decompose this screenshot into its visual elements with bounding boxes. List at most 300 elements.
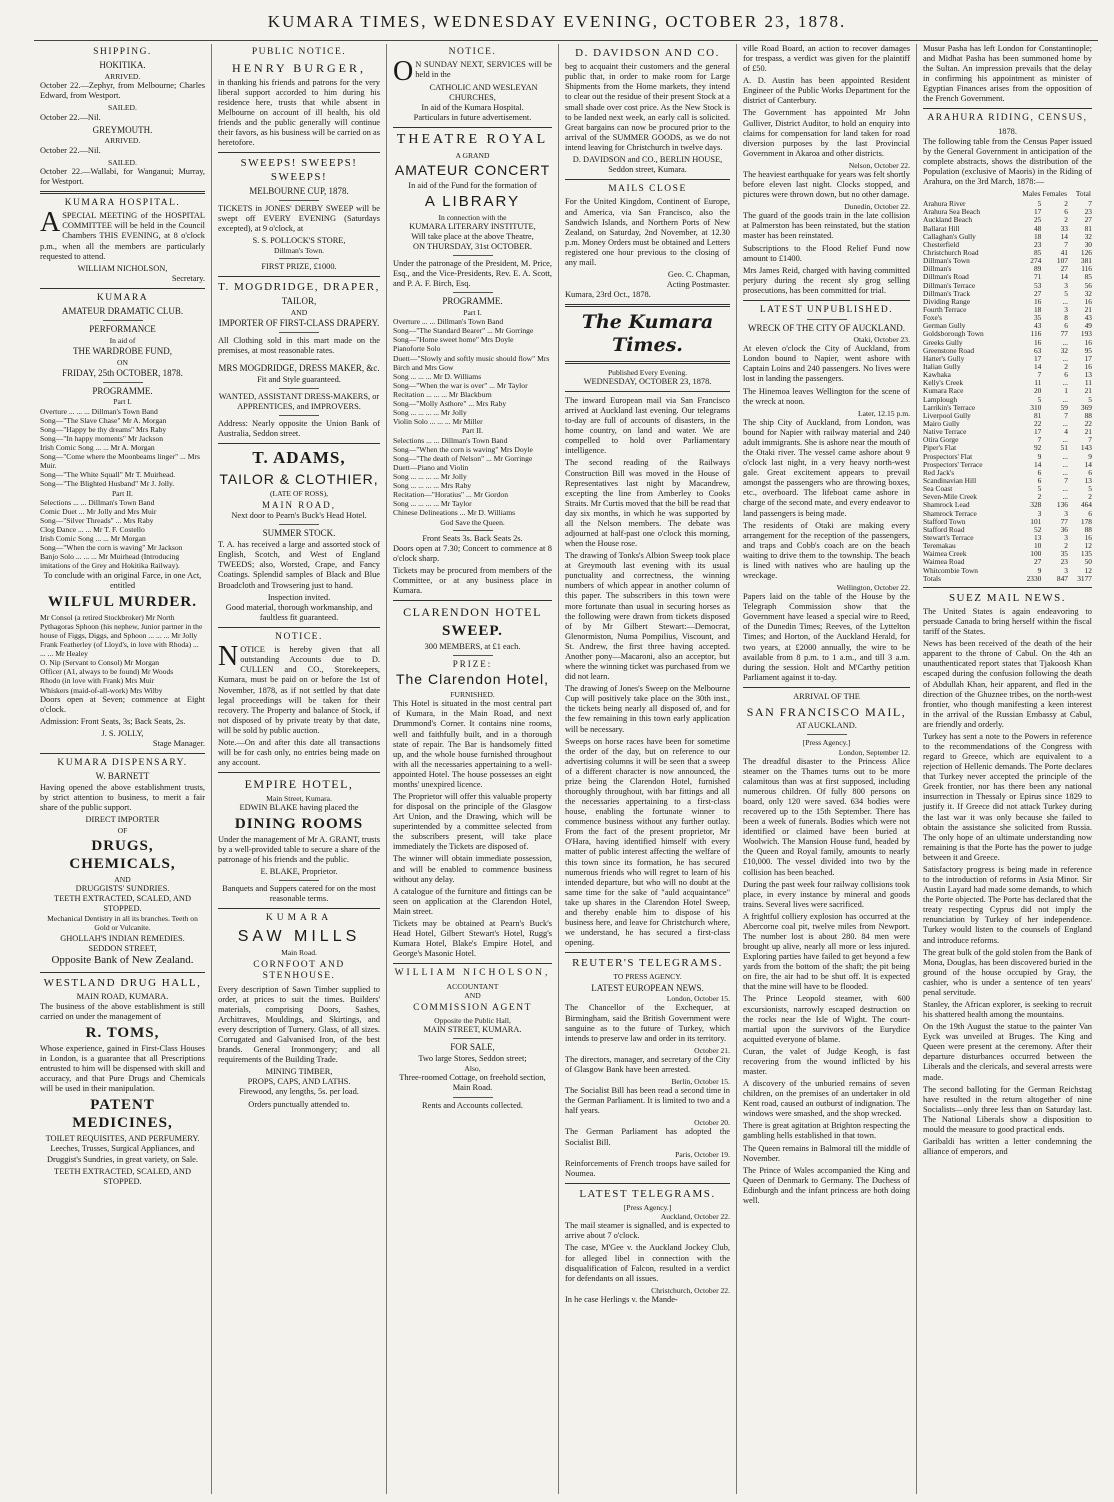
programme-item: Comic Duet ... Mr Jolly and Mrs Muir [40, 506, 157, 516]
newspaper-title: KUMARA TIMES, WEDNESDAY EVENING, OCTOBER 23, 1878. [267, 12, 847, 31]
mails-heading: MAILS CLOSE [608, 184, 687, 195]
count-cell: 6 [1064, 321, 1068, 331]
count-cell: 16 [1084, 296, 1092, 306]
count-cell: 14 [1060, 272, 1068, 282]
telegram: A. D. Austin has been appointed Resident Engineer of the Public Works Department for the district of Canterbury. [743, 76, 910, 106]
props-label: PROPS, CAPS, AND LATHS. [247, 1077, 351, 1087]
wreck-report: Papers laid on the table of the House by the Telegraph Commission show that the Government have leased a special wire to Reed, of the Dunedin Times; Reeves, of the Lyttelton Times; and Horton, of the Auckland Herald, for two years, at £2000 annually, the wire to be available from 8 p.m. to 1 a.m., and till 3 a.m. during the session. Holt and M'Carthy petition Parliament against it to-day. [743, 592, 910, 682]
count-cell: 6 [1088, 508, 1092, 518]
of-label: OF [117, 825, 128, 835]
shipping-heading: SHIPPING. [93, 47, 152, 57]
a-grand-label: A GRAND [455, 150, 490, 160]
telegram: The directors, manager, and secretary of the City of Glasgow Bank have been arrested. [565, 1054, 730, 1074]
services-notice: ON SUNDAY NEXT, SERVICES will be held in the [393, 56, 552, 88]
count-cell: 2 [1088, 492, 1092, 502]
count-cell: 27 [1060, 264, 1068, 274]
inspection-label: Inspection invited. [267, 592, 331, 602]
count-cell: 16 [1084, 532, 1092, 542]
dillman-town: Dillman's Town. [273, 245, 325, 255]
telegram: In he case Herlings v. the Mande- [565, 1294, 678, 1304]
programme-item: Recitation—"Horatius" ... Mr Gordon [393, 490, 509, 500]
count-cell: 51 [1060, 443, 1068, 453]
count-cell: 33 [1060, 223, 1068, 233]
count-cell: 17 [1033, 207, 1042, 217]
programme-item: Selections ... ... Dillman's Town Band [393, 435, 508, 445]
count-cell: 126 [1080, 248, 1092, 258]
adams-trade: TAILOR & CLOTHIER, [219, 470, 379, 487]
agent-label: COMMISSION AGENT [413, 1002, 532, 1013]
editorial-paragraph: The second reading of the Railways Construction Bill was moved in the House of Representatives last night by Macandrew, excepting the line from Amberley to Cooks Straits. Mr Curtis moved that the bill be read that day six months, in which he was supported by all the Nelson members. The debate was adjourned at half-past one o'clock this morning, when the House rose. [565, 458, 730, 549]
total-header: Total [1075, 189, 1091, 199]
divider [923, 108, 1092, 109]
concert-date: ON THURSDAY, 31st OCTOBER. [412, 241, 533, 251]
short-rule [279, 388, 319, 389]
locality-cell: Liverpool Gully [923, 410, 971, 420]
burger-body: in thanking his friends and patrons for the very liberal support accorded to him during his residence here, trusts that while absent in Melbourne on account of ill health, his old friends and the public generally will continue their favors, as his business will be carried on as heretofore. [218, 77, 380, 148]
count-cell: 17 [1033, 427, 1042, 437]
count-cell: 310 [1030, 402, 1042, 412]
locality-cell: Italian Gully [923, 362, 961, 372]
teeth-label-2: TEETH EXTRACTED, SCALED, AND STOPPED. [53, 1166, 191, 1186]
count-cell: 7 [1064, 239, 1068, 249]
count-cell: 6 [1064, 370, 1068, 380]
club-name: AMATEUR DRAMATIC CLUB. [61, 306, 184, 317]
accountant-label: ACCOUNTANT [446, 981, 499, 991]
count-cell: 3 [1064, 508, 1068, 518]
count-cell: 7 [1037, 370, 1042, 380]
drug-hall-body: The business of the above establishment is still carried on under the management of [40, 1001, 205, 1021]
count-cell: 7 [1088, 199, 1092, 209]
locality-cell: Foxe's [923, 313, 942, 323]
tickets-info: Tickets may be procured from members of the Committee, or at any business place in Kumara. [393, 565, 552, 596]
hospital-aid: In aid of the Kumara Hospital. [421, 102, 524, 112]
mail-news: The Prince of Wales accompanied the King and Queen of Denmark to Germany. The Duchess of Edinburgh and the infant princess are both doing well. [743, 1165, 910, 1205]
programme-item: Song—"The Standard Bearer" ... Mr Gorringe [393, 326, 534, 336]
programme-heading: PROGRAMME. [92, 385, 153, 396]
census-intro: The following table from the Census Paper issued by the General Government in anticipation of the complete abstracts, shows the distribution of the Population (exclusive of Maoris) in the Riding of Arahura, on the 3rd March, 1878:— [923, 136, 1092, 187]
telegram: The Chancellor of the Exchequer, at Birmingham, said the British Government were sanguine as to the future of Turkey, which intends to preserve law and order in its territory. [565, 1003, 730, 1043]
divider [565, 361, 730, 364]
fund-label: THE WARDROBE FUND, [72, 345, 173, 356]
count-cell: 27 [1084, 215, 1092, 225]
seddon-street-label: SEDDON STREET, [88, 944, 157, 954]
dining-rooms-heading: DINING ROOMS [234, 815, 364, 832]
prize-label: PRIZE: [452, 658, 493, 669]
programme-item: Chinese Delineations ... Mr D. Williams [393, 508, 516, 518]
locality-cell: Ballarat Hill [923, 223, 960, 233]
short-rule [279, 332, 319, 333]
count-cell: ... [1062, 467, 1068, 477]
locality-cell: Shamrock Terrace [923, 508, 977, 518]
locality-cell: Waimea Road [923, 557, 965, 567]
wreck-heading: WRECK OF THE CITY OF AUCKLAND. [747, 323, 905, 334]
count-cell: 3 [1064, 305, 1068, 315]
opposite-bank-label: Opposite Bank of New Zealand. [51, 954, 194, 967]
locality-cell: German Gully [923, 321, 966, 331]
count-cell: 7 [1037, 435, 1042, 445]
mails-date: Kumara, 23rd Oct., 1878. [565, 290, 651, 300]
count-cell: 14 [1033, 362, 1042, 372]
cash-note: Note.—On and after this date all transactions will be for cash only, no entries being made on any account. [218, 737, 380, 768]
short-rule [279, 359, 319, 360]
short-rule [453, 292, 493, 293]
mail-news: The Prince Leopold steamer, with 600 excursionists, narrowly escaped destruction on the rocks near the Isle of Wight. The court-martial upon the survivors of the Eurydice acquitted everyone of blame. [743, 994, 910, 1044]
column-3 [386, 44, 558, 1494]
performance-date: FRIDAY, 25th OCTOBER, 1878. [62, 367, 183, 378]
count-cell: 35 [1060, 549, 1068, 559]
hokitika-heading: HOKITIKA. [99, 60, 146, 71]
locality-cell: Native Terrace [923, 427, 967, 437]
divider [40, 753, 205, 754]
programme-item: Recitation ... ... ... Mr Blackburn [393, 390, 492, 399]
count-cell: 21 [1084, 305, 1092, 315]
locality-cell: Dillman's [923, 264, 952, 274]
late-of-ross: (LATE OF ROSS), [269, 489, 328, 499]
count-cell: 5 [1064, 288, 1068, 298]
count-cell: ... [1062, 378, 1068, 388]
count-cell: 11 [1034, 378, 1042, 388]
short-rule [103, 382, 143, 383]
count-cell: ... [1062, 435, 1068, 445]
short-rule [453, 1038, 493, 1039]
toilet-label: TOILET REQUISITES, AND PERFUMERY. [45, 1134, 200, 1144]
programme-item: Song—"Silver Threads" ... Mrs Raby [40, 515, 154, 525]
count-cell: 5 [1088, 484, 1092, 494]
sailed-label: SAILED. [108, 157, 137, 167]
burger-name: HENRY BURGER, [232, 61, 366, 76]
count-cell: 328 [1030, 500, 1042, 510]
count-cell: 77 [1060, 329, 1068, 339]
mail-news: A discovery of the unburied remains of seven children, on the premises of an undertaker in old Kent road, caused an outburst of indignation. The windows were smashed, and the shop wrecked. [743, 1079, 910, 1119]
divider [218, 627, 380, 628]
count-cell: 5 [1037, 199, 1042, 209]
programme-item: Selections ... ... Dillman's Town Band [40, 497, 155, 507]
news-paragraph: Musur Pasha has left London for Constantinople; and Midhat Pasha has been summoned home by the Sultan. An impression prevails that the delay in confirming his appointment as minister of Egyptian Finances arises from the opposition of the French Government. [923, 44, 1092, 104]
count-cell: 2 [1037, 492, 1042, 502]
count-cell: 2 [1064, 215, 1068, 225]
count-cell: 22 [1084, 419, 1092, 428]
davidson-body: beg to acquaint their customers and the general public that, in order to make room for Large Shipments from the Home markets, they intend to clear out the residue of their present Stock at a small shade over cost price. As the New Stock is to be landed next week, an early call is solicited. Great bargains can now be procured prior to the arrival of the SUMMER GOODS, as we do not intend leaving for Christchurch in twelve days. [565, 62, 730, 152]
count-cell: 3 [1037, 508, 1042, 518]
locality-cell: Prospectors' Flat [923, 451, 973, 461]
count-cell: 35 [1033, 313, 1042, 323]
locality-cell: Larrikin's Terrace [923, 402, 976, 412]
count-cell: ... [1062, 419, 1068, 428]
hokitika-sailed: October 22.—Nil. [40, 112, 101, 122]
mail-news: Curan, the valet of Judge Keogh, is fast recovering from the wound inflicted by his master. [743, 1046, 910, 1076]
count-cell: 136 [1056, 500, 1068, 510]
short-rule [279, 524, 319, 525]
divider [743, 300, 910, 301]
programme-item: Song—"The Slave Chase" Mr A. Morgan [40, 415, 167, 425]
count-cell: ... [1062, 484, 1068, 494]
suez-news: The second balloting for the German Reichstag have resulted in the return altogether of nine Socialists—only three less than on Saturday last. The National Liberals show a disposition to mould the measure to good practical ends. [923, 1084, 1092, 1134]
count-cell: 464 [1080, 500, 1092, 510]
cast-item: O. Nip (Servant to Consol) Mr Morgan [40, 658, 160, 668]
divider [393, 963, 552, 964]
performance-label: PERFORMANCE [89, 324, 156, 335]
suez-heading: SUEZ MAIL NEWS. [948, 591, 1067, 604]
programme-item: Song—"Happy be thy dreams" Mrs Raby [40, 424, 167, 434]
suez-news: News has been received of the death of the heir apparent to the throne of Cabul. On the 4th an unauthenticated report states that Tjakoosh Khan escaped during the confusion following the death of Abdullah Khan, heir apparent, and fled in the direction of the Ghuznee tribes, on the north-west frontier, who though manifesting a keen interest in the arrival of the Russian Embassy at Cabul, are friendly and orderly. [923, 639, 1092, 729]
count-cell: 9 [1037, 565, 1042, 575]
count-cell: 13 [1084, 370, 1092, 380]
count-cell: 135 [1080, 549, 1092, 559]
wanted-notice: WANTED, ASSISTANT DRESS-MAKERS, or APPRENTICES, and IMPROVERS. [218, 391, 380, 411]
programme-item: Song—"Home sweet home" Mrs Doyle [393, 335, 514, 345]
god-save-queen: God Save the Queen. [440, 517, 505, 527]
count-cell: 32 [1060, 345, 1068, 355]
paper-nameplate: The Kumara Times. [581, 311, 714, 357]
dateline: London, October 15. [666, 994, 730, 1004]
locality-cell: Fourth Terrace [923, 305, 967, 315]
count-cell: ... [1062, 459, 1068, 469]
count-cell: 381 [1080, 256, 1092, 266]
telegram: The German Parliament has adopted the Socialist Bill. [565, 1127, 730, 1147]
count-cell: 143 [1080, 443, 1092, 453]
mail-news: A frightful colliery explosion has occurred at the Abercorne coal pit, twelve miles from Newport. The number lost is about 280. 84 men were brought up alive, nearly all more or less injured. Exploring parties have failed to get beyond a few yards from the bottom of the shaft; the pit being on fire, the air had to be shut off. It is expected that the mine will have to be flooded. [743, 911, 910, 992]
doors-info: Doors open at Seven; commence at Eight o'clock. [40, 694, 205, 714]
programme-item: Duett—"Slowly and softly music should flow" Mrs Birch and Mrs Gow [393, 353, 550, 372]
count-cell: 43 [1033, 321, 1042, 331]
dateline: Later, 12.15 p.m. [858, 408, 910, 418]
count-cell: 20 [1033, 386, 1042, 396]
count-cell: 21 [1084, 427, 1092, 437]
hospital-signature: WILLIAM NICHOLSON, [77, 263, 168, 273]
blake-signature: E. BLAKE, Proprietor. [260, 866, 338, 876]
totals-label: Totals [923, 573, 941, 583]
divider [565, 304, 730, 307]
pointing-hand-icon [218, 593, 380, 603]
cast-item: Mr Consol (a retired Stockbroker) Mr North [40, 612, 175, 622]
tailor-label: TAILOR, [281, 296, 317, 307]
hospital-title: Secretary. [171, 273, 205, 283]
count-cell: 3 [1064, 280, 1068, 290]
on-label: ON [117, 357, 128, 367]
count-cell: 56 [1084, 280, 1092, 290]
count-cell: 18 [1033, 231, 1042, 241]
public-notice-heading: PUBLIC NOTICE. [251, 47, 347, 57]
count-cell: 13 [1033, 532, 1042, 542]
locality-cell: Dividing Range [923, 296, 971, 306]
dateline: Wellington, October 22. [836, 583, 910, 593]
hotel-name: The Clarendon Hotel, [395, 671, 550, 688]
unpublished-heading: LATEST UNPUBLISHED. [759, 304, 894, 315]
divider [218, 276, 380, 277]
count-cell: ... [1062, 394, 1068, 404]
drug-hall-heading: WESTLAND DRUG HALL, [43, 976, 202, 989]
locality-cell: Seven-Mile Creek [923, 492, 977, 502]
column-5 [736, 44, 916, 1494]
arrival-label: ARRIVAL OF THE [793, 691, 860, 701]
mail-news: During the past week four railway collisions took place, in every instance by mineral and goods trains. Several lives were sacrificed. [743, 879, 910, 909]
count-cell: 21 [1084, 386, 1092, 396]
programme-item: Banjo Solo ... ... ... Mr Muirhead (Introducing imitations of the Grey and Hokitika Railway). [40, 552, 180, 571]
divider [393, 127, 552, 128]
cast-item: Pythagoras Sphoon (his nephew, Junior partner in the house of Figgs, Diggs, and Sphoon ... ... ... Mr Jolly [40, 621, 203, 640]
count-cell: 116 [1081, 264, 1092, 274]
notice-heading: NOTICE. [275, 631, 323, 642]
divider [393, 600, 552, 601]
members-info: 300 MEMBERS, at £1 each. [424, 641, 521, 651]
adams-name: T. ADAMS, [252, 448, 346, 468]
cottage-info: Three-roomed Cottage, on freehold section, Main Road. [399, 1073, 546, 1093]
locality-cell: Kelly's Creek [923, 378, 964, 388]
dateline: October 20. [694, 1118, 730, 1128]
count-cell: 5 [1037, 484, 1042, 494]
dining-body: Under the management of Mr A. GRANT, trusts by a well-provided table to secure a share of the patronage of his friends and the public. [218, 834, 380, 864]
mail-news: There is great agitation at Brighton respecting the gambling hells established in that town. [743, 1121, 910, 1141]
dateline: Auckland, October 22. [660, 1212, 730, 1222]
telegram: Reinforcements of French troops have sailed for Noumea. [565, 1158, 730, 1178]
library-heading: A LIBRARY [424, 192, 521, 210]
sailed-label: SAILED. [108, 103, 137, 113]
count-cell: 92 [1033, 443, 1042, 453]
drug-hall-address: MAIN ROAD, KUMARA. [76, 991, 169, 1001]
programme-item: Song—"Molly Asthore" ... Mrs Raby [393, 399, 507, 409]
address-info: Address: Nearly opposite the Union Bank of Australia, Seddon street. [218, 419, 380, 439]
programme-item: Overture ... ... ... Dillman's Town Band [40, 406, 158, 416]
firewood-info: Firewood, any lengths, 5s. per load. [239, 1087, 359, 1097]
census-heading: ARAHURA RIDING, CENSUS, [927, 113, 1088, 124]
greymouth-arrived: October 22.—Nil. [40, 145, 101, 155]
locality-cell: Callaghan's Gully [923, 231, 976, 241]
count-cell: 25 [1033, 215, 1042, 225]
summer-stock-heading: SUMMER STOCK. [262, 528, 336, 539]
clarendon-heading: CLARENDON HOTEL [403, 605, 542, 620]
european-news-heading: LATEST EUROPEAN NEWS. [591, 982, 704, 993]
programme-item: Song ... ... ... ... Mr Taylor [393, 499, 472, 509]
count-cell: 8 [1064, 313, 1068, 323]
press-agency-label: TO PRESS AGENCY. [613, 972, 682, 982]
count-cell: 13 [1084, 475, 1092, 485]
count-cell: 4 [1064, 427, 1068, 437]
count-cell: 12 [1084, 565, 1092, 575]
dateline: Paris, October 19. [675, 1149, 730, 1159]
mail-news: The dreadful disaster to the Princess Alice steamer on the Thames turns out to be more calamitous than was at first supposed, including numerous children. Of fully 800 persons on board, only 120 were saved. 634 bodies were recovered up to the 15th September. There has been a week of funerals. Bodies which were not identified or claimed have been buried at Woolwich. The Mansion House fund, headed by the Queen and Royal family, amounts to nearly £10,000. The vessel divided into two by the collision has been beached. [743, 756, 910, 877]
count-cell: 95 [1084, 345, 1092, 355]
count-cell: 6 [1037, 475, 1042, 485]
short-rule [453, 655, 493, 656]
programme-item: Song—"When the corn is waving" Mr Jackson [40, 543, 183, 553]
programme-item: Song—"In happy moments" Mr Jackson [40, 433, 164, 443]
locality-cell: Stafford Road [923, 524, 965, 534]
divider [218, 772, 380, 773]
catalogue-info: A catalogue of the furniture and fittings can be seen on application at the Clarendon Hotel, Main street. [393, 886, 552, 916]
suez-news: Stanley, the African explorer, is seeking to recruit his shattered health among the mountains. [923, 999, 1092, 1020]
count-cell: 22 [1033, 419, 1042, 428]
divider [923, 587, 1092, 588]
telegram: The heaviest earthquake for years was felt shortly before eleven last night. Clocks stopped, and pictures were thrown down, but no other damage. [743, 169, 910, 200]
next-door-info: Next door to Pearn's Buck's Head Hotel. [231, 511, 367, 521]
census-table-foot [923, 575, 1092, 583]
editorial-paragraph: The drawing of Tonks's Albion Sweep took place at Greymouth last evening with its usual punctuality and correctness, the winning numbers of which appear in another column of this paper. The subscribers in this town were more fortunate than usual in securing horses as the following were drawn from tickets disposed of by Mr Gilbert Stewart:—Democrat, Glenormiston, Numa Pompilius, Viscount, and St. Andrew, the first three having accepted. Another pony—Macaroni, also an acceptor, but where the winning ticket was purchased from we did not learn. [565, 551, 730, 682]
dateline: Christchurch, October 22. [651, 1285, 730, 1295]
stores-info: Two large Stores, Seddon street; [418, 1054, 527, 1064]
dateline: Dunedin, October 22. [844, 202, 910, 212]
programme-item: Song ... ... ... ... Mr Jolly [393, 471, 467, 481]
census-table-body [923, 200, 1092, 574]
divider [40, 191, 205, 194]
short-rule [279, 415, 319, 416]
count-cell: 89 [1033, 264, 1042, 274]
kumara-label: KUMARA [265, 913, 333, 924]
locality-cell: Greenstone Road [923, 345, 975, 355]
divider [743, 687, 910, 688]
toms-body: Whose experience, gained in First-Class Houses in London, is a guarantee that all Prescriptions entrusted to him will be dispensed with skill and accuracy, and that Pure Drugs and Chemicals will be used in their manipulation. [40, 1043, 205, 1094]
davidson-signature: D. DAVIDSON and CO., BERLIN HOUSE, Seddon street, Kumara. [572, 154, 723, 174]
programme-item: Song—"Come where the Moonbeams linger" ... Mrs Muir. [40, 452, 200, 471]
divider [218, 908, 380, 909]
locality-cell: Kumara Race [923, 386, 964, 396]
locality-cell: Teremakau [923, 541, 956, 551]
wreck-report: At eleven o'clock the City of Auckland, from London bound to Napier, went ashore with Captain Loins and 240 passengers. No lives were lost in landing the passengers. [743, 344, 910, 384]
sundries-label: DRUGGISTS' SUNDRIES. [75, 883, 170, 893]
locality-cell: Prospectors' Terrace [923, 459, 983, 469]
count-cell: 6 [1088, 467, 1092, 477]
count-cell: 18 [1033, 305, 1042, 315]
programme-item: Song—"When the war is over" ... Mr Taylor [393, 380, 528, 390]
dateline: London, September 12. [838, 747, 910, 757]
importer-label: IMPORTER OF FIRST-CLASS DRAPERY. [218, 318, 380, 329]
dispensary-heading: KUMARA DISPENSARY. [57, 758, 188, 769]
males-header: Males [1022, 189, 1041, 199]
editorial-paragraph: Sweeps on horse races have been for sometime the order of the day, but on reference to our advertising columns it will be seen that a sweep of a different character is now announced, the prize being the Clarendon Hotel, furnished thoroughly throughout, with bar fittings and all the necessaries appertaining to a first-class house, enabling the fortunate winner to commence business without any further outlay. From the fact of the present proprietor, Mr O'Hara, having identified himself with every matter of public interest affecting the welfare of this town since its formation, he has secured numerous friends who will regret to learn of his intended departure, but who will no doubt at the same time for the sake of "auld acquaintance" take up shares in the Clarendon Hotel Sweep, and thereby enable him to dispose of his business here, and leave for Christchurch where, we understand, he has secured a first-class opening. [565, 736, 730, 948]
count-cell: 14 [1084, 459, 1092, 469]
locality-cell: Dillman's Track [923, 288, 971, 298]
count-cell: 16 [1084, 337, 1092, 347]
short-rule [453, 530, 493, 531]
toms-name: R. TOMS, [85, 1024, 160, 1041]
for-sale-heading: FOR SALE, [450, 1042, 495, 1053]
count-cell: 81 [1033, 410, 1042, 420]
count-cell: 16 [1084, 362, 1092, 372]
main-street-label: MAIN STREET, KUMARA. [423, 1025, 522, 1035]
telegram: The case, M'Gee v. the Auckland Jockey Club, for alleged libel in connection with the disqualification of Falcon, resulted in a verdict for defendants on all issues. [565, 1243, 730, 1283]
cast-item: Rhodo (in love with Frank) Mrs Muir [40, 676, 155, 686]
also-label: Also, [464, 1064, 481, 1074]
count-cell: 5 [1088, 394, 1092, 404]
divider [218, 152, 380, 153]
cast-item: Frank Featherley (of Lloyd's, in love with Rhoda) ... ... ... Mr Healey [40, 639, 199, 659]
count-cell: 71 [1033, 272, 1042, 282]
locality-cell: Goldsborough Town [923, 329, 984, 339]
rents-info: Rents and Accounts collected. [422, 1100, 523, 1110]
telegram: The guard of the goods train in the late collision at Palmerston has been reinstated, but the station master has been reinstated. [743, 211, 910, 241]
davidson-heading: D. DAVIDSON AND CO. [575, 47, 720, 59]
programme-item: Song—"The White Squall" Mr T. Muirhead. [40, 470, 176, 480]
divider [565, 1183, 730, 1184]
count-cell: 3 [1064, 532, 1068, 542]
greymouth-heading: GREYMOUTH. [92, 124, 153, 135]
telegram: Mrs James Reid, charged with having committed perjury during the recent sly grog selling prosecutions, has been committed for trial. [743, 265, 910, 295]
count-cell: 274 [1030, 256, 1042, 266]
census-year: 1878. [998, 126, 1017, 136]
telegram: ville Road Board, an action to recover damages for trespass, a verdict was given for the plaintiff of £50. [743, 44, 910, 74]
count-cell: 32 [1084, 288, 1092, 298]
locality-cell: Chesterfield [923, 239, 960, 249]
pollock-store: S. S. POLLOCK'S STORE, [252, 235, 346, 245]
count-cell: 14 [1033, 459, 1042, 469]
programme-item: Song—"The Blighted Husband" Mr J. Jolly. [40, 479, 175, 489]
count-cell: 2 [1064, 199, 1068, 209]
count-cell: 50 [1084, 557, 1092, 567]
mrs-mogdridge: MRS MOGDRIDGE, DRESS MAKER, &c. [218, 363, 380, 374]
programme-item: Pianoforte Solo [393, 344, 441, 354]
press-agency-label: [Press Agency.] [623, 1203, 672, 1213]
hotel-description: This Hotel is situated in the most central part of Kumara, in the Main Road, and next Drummond's Corner. It contains nine rooms, well and faithfully built, and in a thorough state of repair. The Bar is handsomely fitted up, and the whole house furnished throughout with all the necessaries appertaining to a well-appointed Hotel. The house possesses an eight months' unexpired licence. [393, 699, 552, 789]
empire-street: Main Street, Kumara. [266, 793, 332, 803]
